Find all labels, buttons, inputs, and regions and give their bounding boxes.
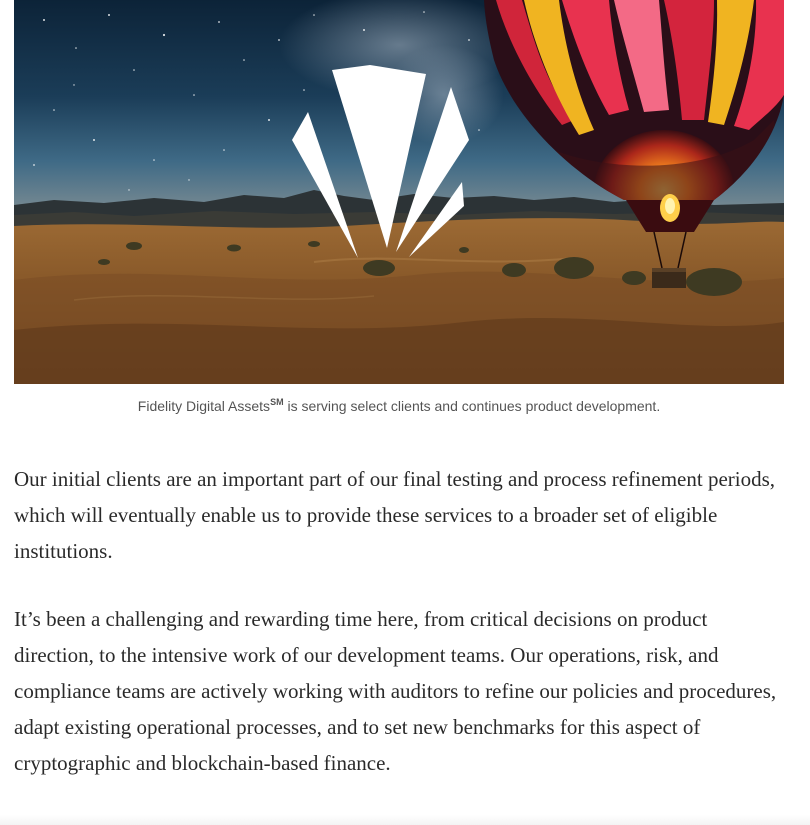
hero-image bbox=[14, 0, 784, 384]
paragraph-initial-clients: Our initial clients are an important part of our final testing and process refinement periods, which will eventually enable us to provide these services to a broader set of eligible institutions. bbox=[14, 467, 776, 563]
figure-caption bbox=[14, 396, 784, 416]
caption-suffix: is serving select clients and continues product development. bbox=[283, 398, 661, 414]
paragraph-challenging-time: It’s been a challenging and rewarding time here, from critical decisions on product direction, to the intensive work of our development teams. Our operations, risk, and compliance teams are actively working with auditors to refine our policies and procedures, adapt existing operational processes, and to set new benchmarks for this aspect of cryptographic and blockchain-based finance. bbox=[14, 607, 777, 775]
service-mark: SM bbox=[270, 397, 284, 407]
page-bottom-edge bbox=[0, 815, 810, 825]
caption-prefix: Fidelity Digital Assets bbox=[137, 398, 271, 414]
